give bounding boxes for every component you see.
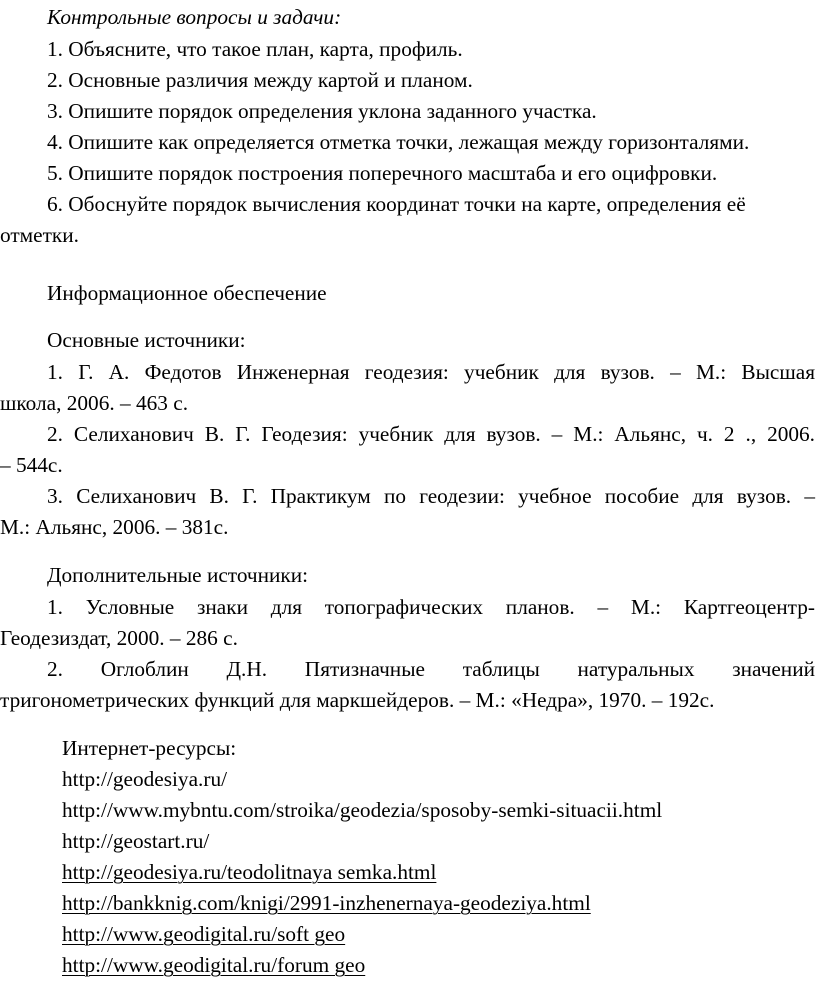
internet-link-7[interactable]: http://www.geodigital.ru/forum geo [62, 953, 366, 977]
questions-heading: Контрольные вопросы и задачи: [47, 5, 342, 29]
question-6-line-1: 6. Обоснуйте порядок вычисления координат точки на карте, определения её [47, 192, 746, 216]
extra-sources-heading: Дополнительные источники: [47, 563, 309, 587]
extra-source-2-line-2: тригонометрических функций для маркшейдеров. – М.: «Недра», 1970. – 192с. [0, 688, 715, 712]
internet-heading: Интернет-ресурсы: [62, 736, 237, 760]
info-heading: Информационное обеспечение [47, 281, 327, 305]
main-source-1-line-2: школа, 2006. – 463 с. [0, 391, 189, 415]
internet-link-5[interactable]: http://bankknig.com/knigi/2991-inzhenernaya-geodeziya.html [62, 891, 591, 915]
internet-link-3: http://geostart.ru/ [62, 829, 210, 853]
main-source-2-line-2: – 544с. [0, 453, 63, 477]
question-3: 3. Опишите порядок определения уклона заданного участка. [47, 99, 597, 123]
question-1: 1. Объясните, что такое план, карта, профиль. [47, 37, 463, 61]
question-5: 5. Опишите порядок построения поперечного масштаба и его оцифровки. [47, 161, 718, 185]
question-6-line-2: отметки. [0, 223, 79, 247]
main-source-3-line-2: М.: Альянс, 2006. – 381с. [0, 515, 229, 539]
main-source-3-line-1: 3. Селиханович В. Г. Практикум по геодезии: учебное пособие для вузов. – [47, 484, 815, 508]
extra-source-2-line-1: 2. Оглоблин Д.Н. Пятизначные таблицы натуральных значений [47, 657, 815, 681]
internet-link-1: http://geodesiya.ru/ [62, 767, 228, 791]
question-4: 4. Опишите как определяется отметка точки, лежащая между горизонталями. [47, 130, 750, 154]
internet-link-2: http://www.mybntu.com/stroika/geodezia/sposoby-semki-situacii.html [62, 798, 663, 822]
question-2: 2. Основные различия между картой и планом. [47, 68, 473, 92]
main-source-1-line-1: 1. Г. А. Федотов Инженерная геодезия: учебник для вузов. – М.: Высшая [47, 360, 815, 384]
main-source-2-line-1: 2. Селиханович В. Г. Геодезия: учебник для вузов. – М.: Альянс, ч. 2 ., 2006. [47, 422, 815, 446]
main-sources-heading: Основные источники: [47, 328, 246, 352]
internet-link-4[interactable]: http://geodesiya.ru/teodolitnaya semka.html [62, 860, 437, 884]
extra-source-1-line-2: Геодезиздат, 2000. – 286 с. [0, 626, 238, 650]
internet-link-6[interactable]: http://www.geodigital.ru/soft geo [62, 922, 346, 946]
extra-source-1-line-1: 1. Условные знаки для топографических планов. – М.: Картгеоцентр- [47, 595, 815, 619]
